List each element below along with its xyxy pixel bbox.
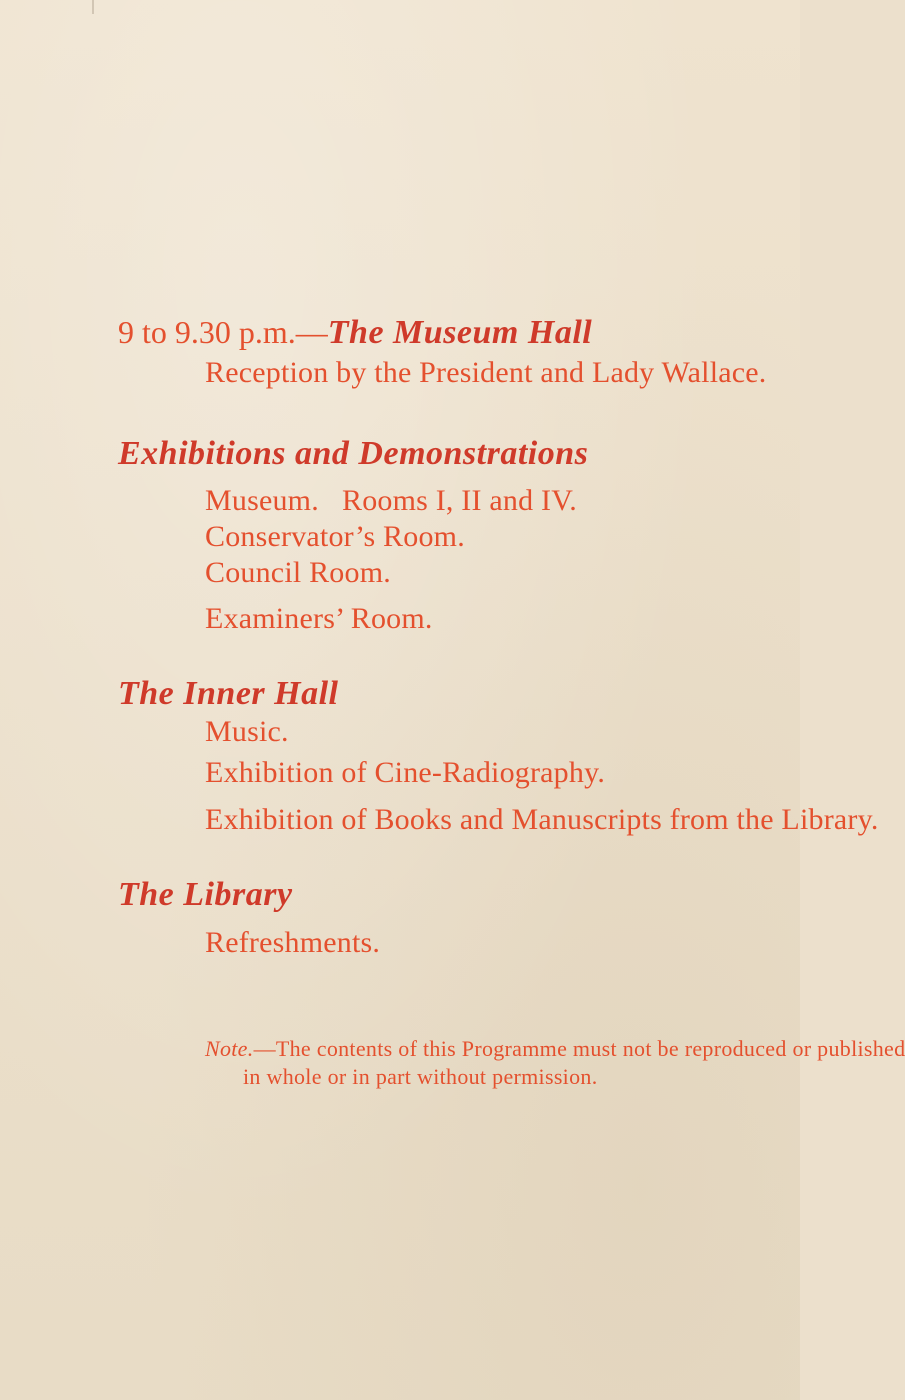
- inner-hall-item-books: Exhibition of Books and Manuscripts from the Library.: [205, 803, 879, 836]
- reception-heading: [118, 316, 592, 350]
- library-heading: The Library: [118, 876, 293, 913]
- exhibitions-item-council: Council Room.: [205, 556, 391, 589]
- note-label: Note.: [205, 1036, 254, 1061]
- library-item-refreshments: Refreshments.: [205, 926, 381, 959]
- paper-mark: [92, 0, 94, 14]
- exhibitions-heading: Exhibitions and Demonstrations: [118, 435, 589, 472]
- note-text-1: —The contents of this Programme must not be reproduced or published: [253, 1036, 905, 1061]
- exhibitions-item-examiners: Examiners’ Room.: [205, 602, 433, 635]
- note-line-2: in whole or in part without permission.: [243, 1064, 598, 1089]
- inner-hall-heading: The Inner Hall: [118, 675, 339, 712]
- inner-hall-item-cine-radiography: Exhibition of Cine-Radiography.: [205, 756, 606, 789]
- note-line-1: [205, 1038, 905, 1060]
- reception-description: Reception by the President and Lady Wallace.: [205, 356, 767, 389]
- exhibitions-item-conservator: Conservator’s Room.: [205, 520, 465, 553]
- exhibitions-item-museum: Museum. Rooms I, II and IV.: [205, 484, 577, 517]
- reception-place: The Museum Hall: [327, 314, 593, 351]
- inner-hall-item-music: Music.: [205, 715, 289, 748]
- reception-time: 9 to 9.30 p.m.—: [118, 314, 328, 350]
